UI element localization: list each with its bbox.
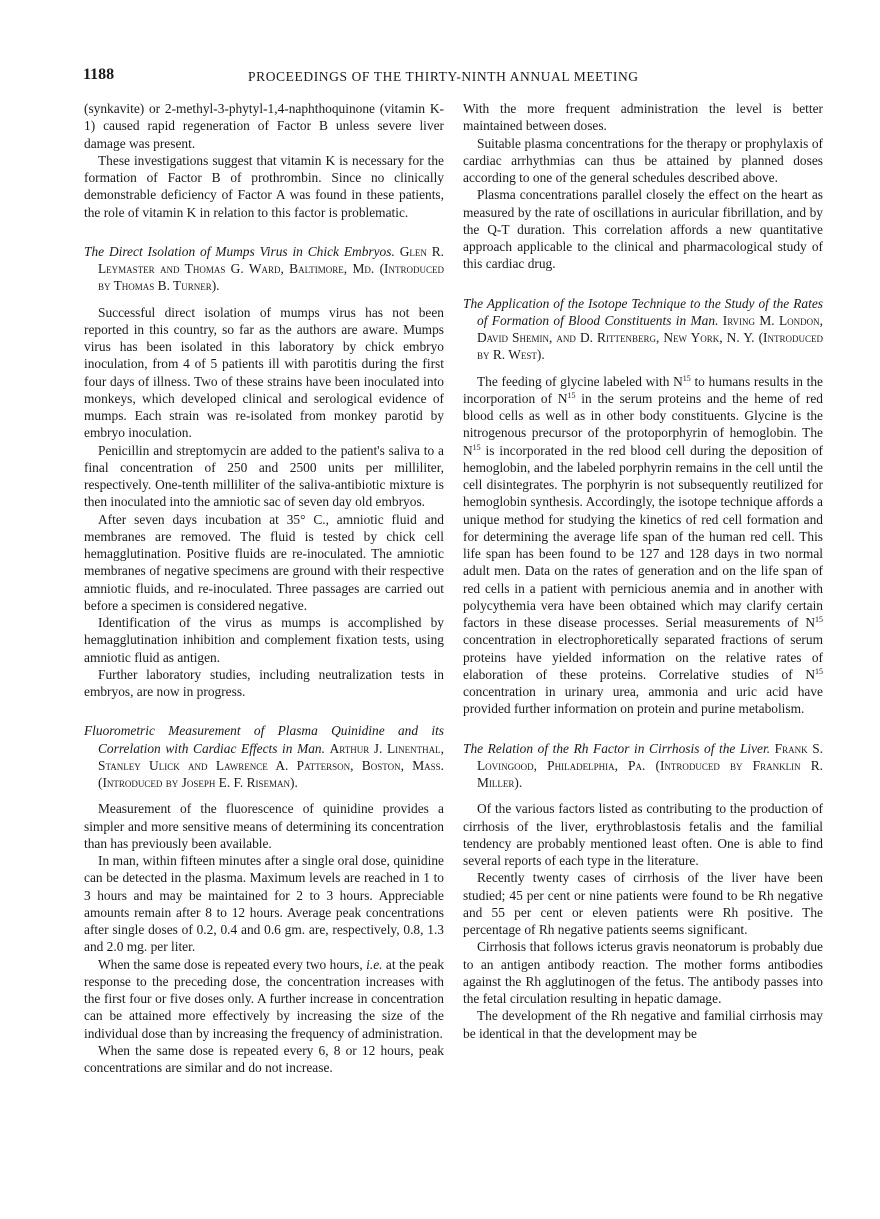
paragraph: The development of the Rh negative and familial cirrhosis may be identical in that the development may be (463, 1008, 823, 1041)
text-run: to humans results in the incorporation of N (463, 373, 824, 406)
paragraph: In man, within fifteen minutes after a single oral dose, quinidine can be detected in the plasma. Maximum levels are reached in 1 to 3 hours and may be maintained for 2 to 3 hours. Appreciable amounts remain after 8 to 12 hours. Average peak concentrations after single doses of 0.2, 0.4 and 0.6 gm. are, respectively, 0.8, 1.3 and 2.0 mg. per liter. (84, 853, 444, 955)
paragraph: Measurement of the fluorescence of quinidine provides a simpler and more sensitive means of determining its concentration than has previously been available. (84, 801, 444, 851)
paragraph: Cirrhosis that follows icterus gravis neonatorum is probably due to an antigen antibody reaction. The mother forms antibodies against the Rh agglutinogen of the fetus. The antibody passes into the fetal circulation resulting in hepatic damage. (463, 939, 823, 1006)
abstract-title: The Direct Isolation of Mumps Virus in Chick Embryos. (84, 243, 395, 259)
right-column (463, 100, 823, 1042)
isotope-superscript: 15 (815, 666, 823, 676)
abstract-title: The Application of the Isotope Technique to the Study of the Rates of Formation of Blood Constituents in Man. (463, 295, 823, 328)
page-number: 1188 (83, 66, 115, 83)
abstract-title: The Relation of the Rh Factor in Cirrhosis of the Liver. (463, 740, 771, 756)
paragraph: After seven days incubation at 35° C., amniotic fluid and membranes are removed. The fluid is tested by chick cell hemagglutination. Positive fluids are re-inoculated. The amniotic membranes of negative specimens are ground with their respective amniotic fluids, and re-inoculated. Three passages are carried out before a specimen is considered negative. (84, 511, 444, 613)
isotope-superscript: 15 (815, 615, 823, 624)
paragraph: Plasma concentrations parallel closely the effect on the heart as measured by the rate of oscillations in auricular fibrillation, and by the Q-T duration. This correlation affords a new quantitative approach applicable to the clinical and pharmacological study of this cardiac drug. (463, 187, 823, 272)
abstract-heading (84, 722, 444, 791)
isotope-superscript: 15 (567, 390, 576, 400)
paragraph: (synkavite) or 2-methyl-3-phytyl-1,4-naphthoquinone (vitamin K-1) caused rapid regeneration of Factor B unless severe liver damage was present. (84, 101, 444, 151)
paragraph: Penicillin and streptomycin are added to the patient's saliva to a final concentration of 250 and 2500 units per milliliter, respectively. One-tenth milliliter of the saliva-antibiotic mixture is then inoculated into the amniotic sac of seven day old embryos. (84, 442, 444, 510)
text-run: When the same dose is repeated every two hours, (98, 956, 363, 972)
text-run: concentration in urinary urea, ammonia and uric acid have provided further information on protein and purine metabolism. (463, 684, 823, 717)
abstract-heading (84, 243, 444, 295)
paragraph: With the more frequent administration the level is better maintained between doses. (463, 101, 823, 134)
paragraph: When the same dose is repeated every 6, 8 or 12 hours, peak concentrations are similar and do not increase. (84, 1042, 444, 1075)
paragraph: Identification of the virus as mumps is accomplished by hemagglutination inhibition and complement fixation tests, using amniotic fluid as antigen. (84, 615, 444, 665)
paragraph: Further laboratory studies, including neutralization tests in embryos, are now in progress. (84, 666, 444, 699)
paragraph: These investigations suggest that vitamin K is necessary for the formation of Factor B of prothrombin. Since no clinically demonstrable deficiency of Factor A was found in these patients, the role of vitamin K in relation to this factor is problematic. (84, 152, 444, 220)
paragraph (463, 373, 823, 718)
paragraph (84, 956, 444, 1042)
text-run: concentration in electrophoretically separated fractions of serum proteins have yielded information on the relative rates of elaboration of these proteins. Correlative studies of N (463, 632, 823, 682)
text-run: The feeding of glycine labeled with N (477, 373, 683, 389)
isotope-superscript: 15 (682, 373, 691, 383)
text-run: at the peak response to the preceding dose, the concentration increases with the first four or five doses only. A further increase in concentration can be attained more effectively by increasing the size of the individual dose than by increasing the frequency of administration. (84, 956, 445, 1041)
abstract-authors: Irving M. London, David Shemin, and D. Rittenberg, New York, N. Y. (Introduced by R. West). (477, 312, 823, 363)
running-head: PROCEEDINGS OF THE THIRTY-NINTH ANNUAL MEETING (248, 69, 639, 84)
abstract-authors: Frank S. Lovingood, Philadelphia, Pa. (Introduced by Franklin R. Miller). (477, 740, 823, 790)
text-run: is incorporated in the red blood cell during the deposition of hemoglobin, and the labeled porphyrin remains in the cell until the cell disintegrates. The porphyrin is not subsequently reutilized for hemoglobin synthesis. Accordingly, the isotope technique affords a unique method for studying the kinetics of red cell formation and for determining the average life span of the human red cell. This life span has been found to be 127 and 128 days in two normal adult men. Data on the rates of generation and on the life span of red cells in a patient with pernicious anemia and in another with polycythemia vera have been obtained which may clarify certain factors in these disease processes. Serial measurements of N (463, 442, 823, 630)
paragraph: Successful direct isolation of mumps virus has not been reported in this country, so far as the authors are aware. Mumps virus has been isolated in this laboratory by chick embryo inoculation, from 4 of 5 patients ill with parotitis during the first four days of illness. Two of these strains have been inoculated into monkeys, which developed clinical and serological evidence of mumps. Each strain was re-isolated from monkey parotid by embryo inoculation. (84, 304, 444, 441)
left-column (84, 100, 444, 1076)
abstract-heading (463, 295, 823, 364)
paragraph: Recently twenty cases of cirrhosis of the liver have been studied; 45 per cent or nine patients were found to be Rh negative and 55 per cent or eleven patients were Rh positive. The percentage of Rh negative patients seems significant. (463, 870, 823, 937)
paragraph: Suitable plasma concentrations for the therapy or prophylaxis of cardiac arrhythmias can thus be attained by planned doses according to one of the general schedules described above. (463, 135, 823, 185)
paragraph: Of the various factors listed as contributing to the production of cirrhosis of the liver, erythroblastosis fetalis and the familial tendency are probably mentioned least often. One is able to find several reports of each type in the literature. (463, 801, 823, 868)
abstract-authors: Arthur J. Linenthal, Stanley Ulick and Lawrence A. Patterson, Boston, Mass. (Introduced by Joseph E. F. Riseman). (98, 740, 444, 790)
text-run: in the serum proteins and the heme of red blood cells as well as in other body constituents. Glycine is the nitrogenous precursor of the protoporphyrin of hemoglobin. The N (463, 390, 823, 458)
abstract-heading (463, 740, 823, 792)
abstract-title: Fluorometric Measurement of Plasma Quinidine and its Correlation with Cardiac Effects in Man. (84, 723, 444, 756)
emphasis: i.e. (366, 956, 383, 972)
isotope-superscript: 15 (472, 442, 481, 452)
abstract-authors: Glen R. Leymaster and Thomas G. Ward, Baltimore, Md. (Introduced by Thomas B. Turner). (98, 243, 444, 294)
